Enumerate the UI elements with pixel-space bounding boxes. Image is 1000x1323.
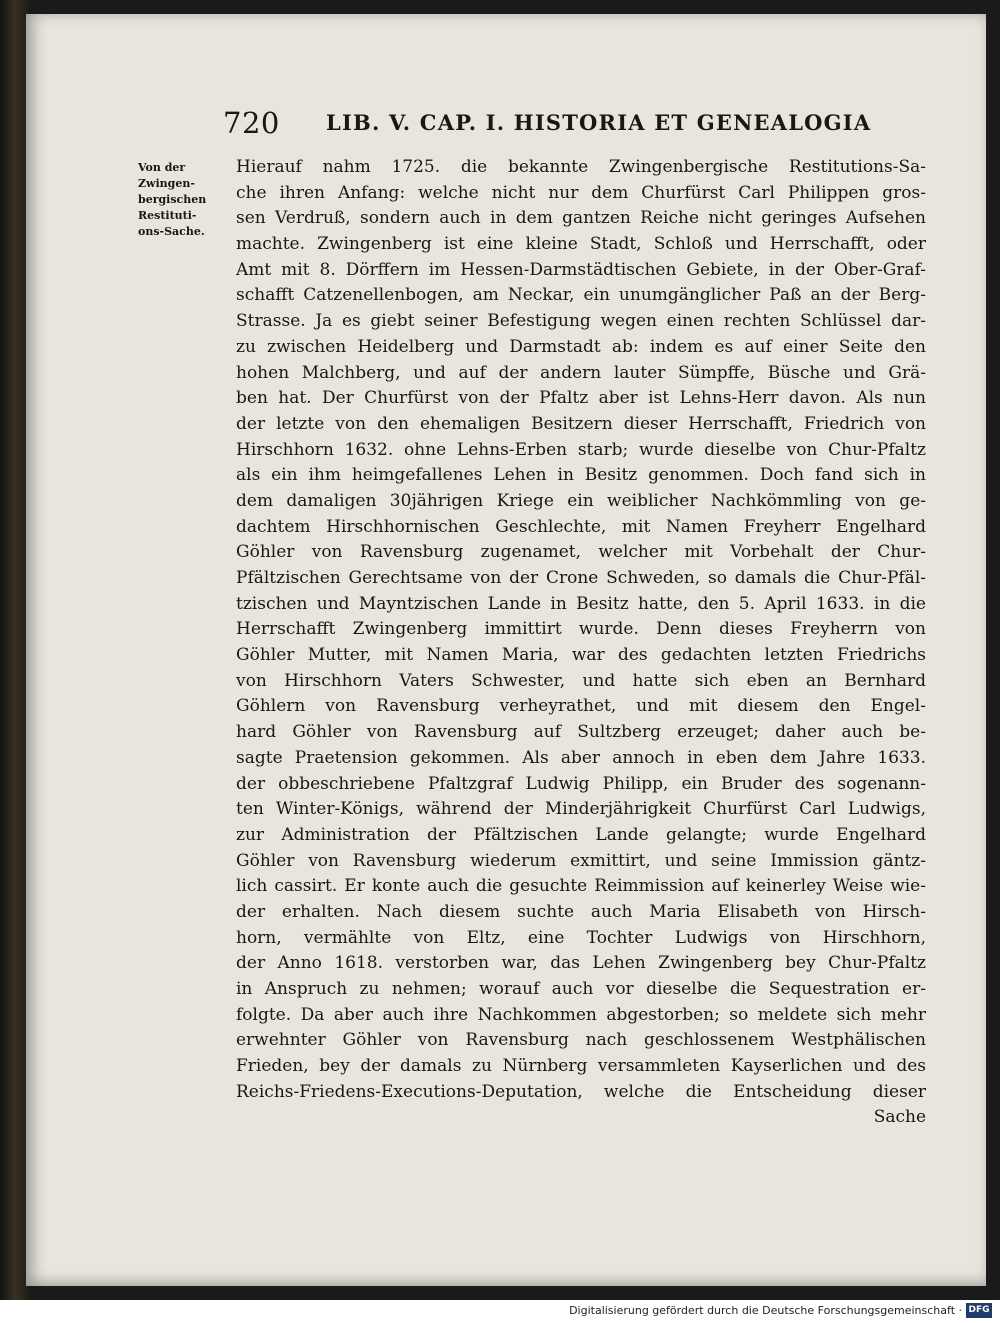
text-line: Hierauf nahm 1725. die bekannte Zwingenbergische Restitutions-Sa- bbox=[236, 157, 926, 177]
text-line: ten Winter-Königs, während der Minderjährigkeit Churfürst Carl Ludwigs, bbox=[236, 799, 926, 820]
text-line: der Anno 1618. verstorben war, das Lehen Zwingenberg bey Chur-Pfaltz bbox=[236, 953, 926, 974]
running-head: LIB. V. CAP. I. HISTORIA ET GENEALOGIA bbox=[326, 110, 872, 135]
text-line: Herrschafft Zwingenberg immittirt wurde. Denn dieses Freyherrn von bbox=[236, 619, 926, 640]
text-line: lich cassirt. Er konte auch die gesuchte Reimmission auf keinerley Weise wie- bbox=[236, 876, 926, 897]
text-line: der obbeschriebene Pfaltzgraf Ludwig Philipp, ein Bruder des sogenann- bbox=[236, 773, 926, 794]
text-line: zur Administration der Pfältzischen Lande gelangte; wurde Engelhard bbox=[236, 824, 926, 845]
text-line: schafft Catzenellenbogen, am Neckar, ein unumgänglicher Paß an der Berg- bbox=[236, 285, 926, 306]
page-header bbox=[190, 96, 872, 140]
text-line: als ein ihm heimgefallenes Lehen in Besitz genommen. Doch fand sich in bbox=[236, 465, 926, 486]
text-line: Göhler von Ravensburg zugenamet, welcher mit Vorbehalt der Chur- bbox=[236, 542, 926, 563]
text-line: hohen Malchberg, und auf der andern lauter Sümpffe, Büsche und Grä- bbox=[236, 362, 926, 383]
text-line: Strasse. Ja es giebt seiner Befestigung wegen einen rechten Schlüssel dar- bbox=[236, 311, 926, 332]
footer-credit: Digitalisierung gefördert durch die Deutsche Forschungsgemeinschaft · bbox=[569, 1304, 962, 1317]
text-line: dachtem Hirschhornischen Geschlechte, mit Namen Freyherr Engelhard bbox=[236, 516, 926, 537]
text-line: sagte Praetension gekommen. Als aber annoch in eben dem Jahre 1633. bbox=[236, 747, 926, 768]
text-line: sen Verdruß, sondern auch in dem gantzen Reiche nicht geringes Aufsehen bbox=[236, 208, 926, 229]
text-line: dem damaligen 30jährigen Kriege ein weiblicher Nachkömmling von ge- bbox=[236, 490, 926, 511]
marginal-note-line: Restituti- bbox=[138, 209, 197, 222]
text-line: machte. Zwingenberg ist eine kleine Stadt, Schloß und Herrschafft, oder bbox=[236, 234, 926, 255]
text-line: Hirschhorn 1632. ohne Lehns-Erben starb; wurde dieselbe von Chur-Pfaltz bbox=[236, 439, 926, 460]
marginal-note-line: Zwingen- bbox=[138, 177, 195, 190]
text-line: folgte. Da aber auch ihre Nachkommen abgestorben; so meldete sich mehr bbox=[236, 1004, 926, 1025]
text-line: Pfältzischen Gerechtsame von der Crone Schweden, so damals die Chur-Pfäl- bbox=[236, 568, 926, 588]
text-line: tzischen und Mayntzischen Lande in Besitz hatte, den 5. April 1633. in die bbox=[236, 593, 926, 614]
marginal-note-line: bergischen bbox=[138, 193, 207, 206]
marginal-note bbox=[138, 160, 230, 240]
text-line: Amt mit 8. Dörffern im Hessen-Darmstädtischen Gebiete, in der Ober-Graf- bbox=[236, 259, 926, 280]
text-line: von Hirschhorn Vaters Schwester, und hatte sich eben an Bernhard bbox=[236, 670, 926, 691]
marginal-note-line: Von der bbox=[138, 161, 186, 174]
body-text bbox=[236, 155, 926, 1131]
dfg-logo: DFG bbox=[966, 1303, 992, 1318]
text-line: horn, vermählte von Eltz, eine Tochter Ludwigs von Hirschhorn, bbox=[236, 927, 926, 948]
text-line: in Anspruch zu nehmen; worauf auch vor dieselbe die Sequestration er- bbox=[236, 979, 926, 999]
text-line: erwehnter Göhler von Ravensburg nach geschlossenem Westphälischen bbox=[236, 1030, 926, 1051]
text-line: che ihren Anfang: welche nicht nur dem Churfürst Carl Philippen gros- bbox=[236, 182, 926, 203]
text-line: der letzte von den ehemaligen Besitzern dieser Herrschafft, Friedrich von bbox=[236, 413, 926, 434]
text-line: hard Göhler von Ravensburg auf Sultzberg erzeuget; daher auch be- bbox=[236, 722, 926, 743]
marginal-note-line: ons-Sache. bbox=[138, 225, 205, 238]
text-line: Göhler Mutter, mit Namen Maria, war des gedachten letzten Friedrichs bbox=[236, 645, 926, 666]
text-line: Sache bbox=[873, 1107, 926, 1128]
page-number: 720 bbox=[223, 106, 280, 140]
text-line: ben hat. Der Churfürst von der Pfaltz aber ist Lehns-Herr davon. Als nun bbox=[236, 388, 926, 409]
text-line: zu zwischen Heidelberg und Darmstadt ab: indem es auf einer Seite den bbox=[236, 336, 926, 357]
text-line: Göhler von Ravensburg wiederum exmittirt, und seine Immission gäntz- bbox=[236, 850, 926, 871]
text-line: Frieden, bey der damals zu Nürnberg versammleten Kayserlichen und des bbox=[236, 1056, 926, 1077]
footer-bar bbox=[0, 1300, 1000, 1323]
text-line: Göhlern von Ravensburg verheyrathet, und mit diesem den Engel- bbox=[236, 696, 926, 717]
text-line: der erhalten. Nach diesem suchte auch Maria Elisabeth von Hirsch- bbox=[236, 901, 926, 922]
text-line: Reichs-Friedens-Executions-Deputation, welche die Entscheidung dieser bbox=[236, 1081, 926, 1102]
